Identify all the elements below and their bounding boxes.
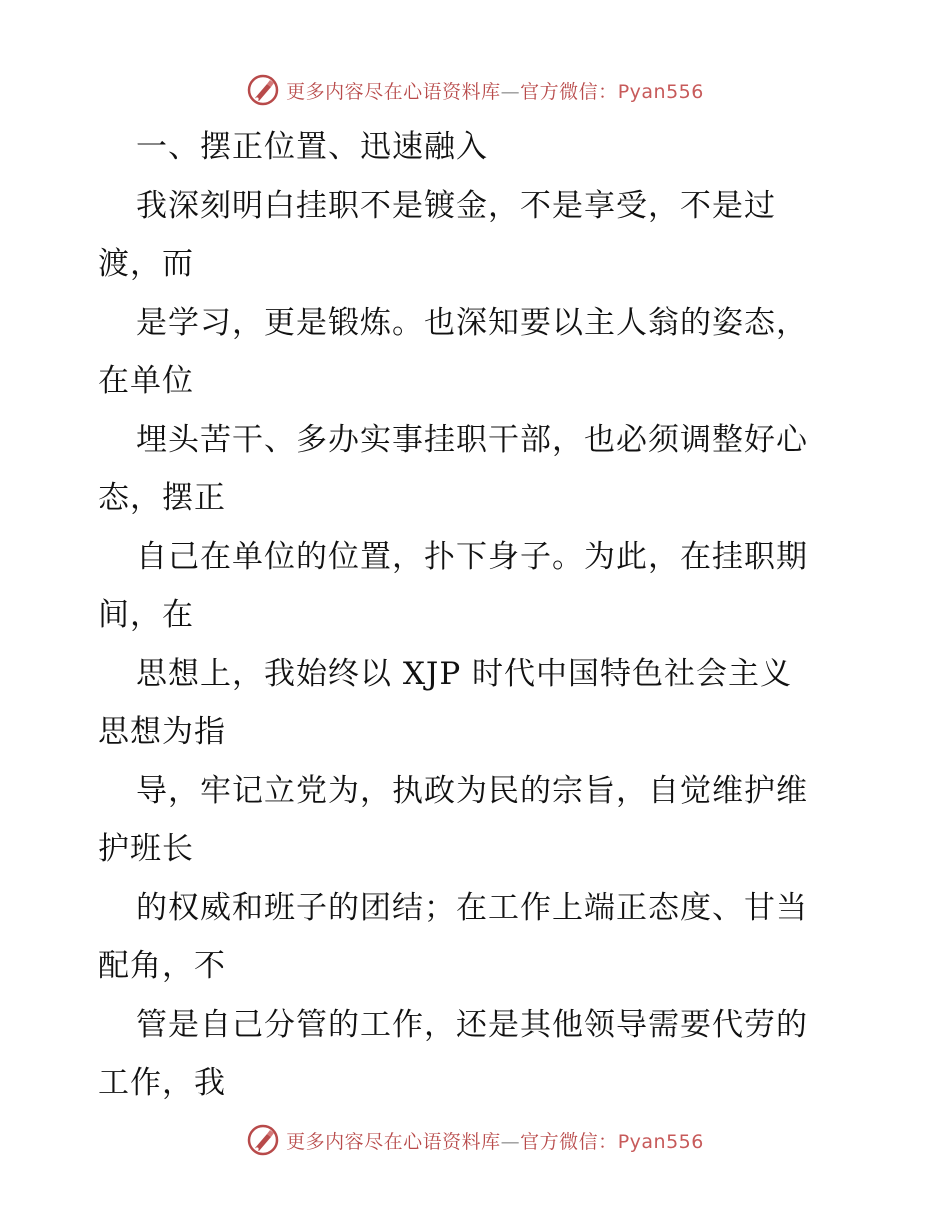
footer-watermark — [0, 1118, 950, 1162]
text-line: 思想上，我始终以 XJP 时代中国特色社会主义 — [136, 655, 793, 692]
text-line: 是学习，更是锻炼。也深知要以主人翁的姿态， — [136, 304, 808, 341]
text-line: 管是自己分管的工作，还是其他领导需要代劳的 — [136, 1006, 808, 1043]
text-line: 思想为指 — [98, 714, 226, 750]
header-watermark — [0, 68, 950, 112]
watermark-text: 更多内容尽在心语资料库—官方微信：Pyan556 — [286, 1130, 704, 1153]
text-line: 态，摆正 — [98, 480, 226, 516]
text-line: 间，在 — [98, 597, 194, 633]
text-line: 的权威和班子的团结；在工作上端正态度、甘当 — [136, 889, 808, 926]
text-line: 渡，而 — [98, 246, 194, 282]
text-line: 工作，我 — [98, 1065, 226, 1101]
pen-logo-icon — [246, 1123, 280, 1157]
text-line: 一、摆正位置、迅速融入 — [136, 129, 488, 165]
text-line: 导，牢记立党为，执政为民的宗旨，自觉维护维 — [136, 772, 808, 809]
text-line: 埋头苦干、多办实事挂职干部，也必须调整好心 — [136, 421, 808, 458]
pen-logo-icon — [246, 73, 280, 107]
text-line: 在单位 — [98, 363, 194, 399]
text-line: 配角，不 — [98, 948, 226, 984]
text-line: 护班长 — [98, 831, 194, 867]
document-body — [98, 118, 858, 1113]
watermark-text: 更多内容尽在心语资料库—官方微信：Pyan556 — [286, 80, 704, 103]
text-line: 我深刻明白挂职不是镀金，不是享受，不是过 — [136, 187, 776, 224]
text-line: 自己在单位的位置，扑下身子。为此，在挂职期 — [136, 538, 808, 575]
